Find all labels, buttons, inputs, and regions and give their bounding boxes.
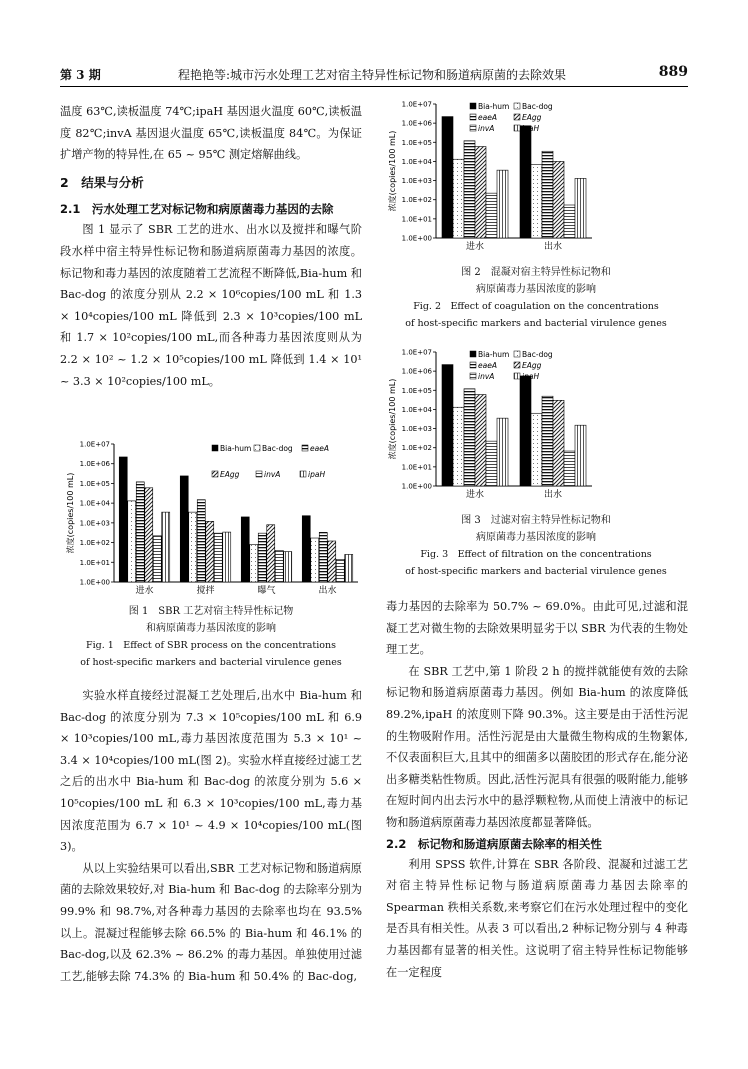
y-tick-label: 1.0E+04 — [401, 405, 432, 414]
legend-label: eaeA — [310, 444, 329, 453]
bar — [520, 376, 531, 486]
bar — [497, 170, 508, 238]
y-tick-label: 1.0E+05 — [401, 386, 432, 395]
left-column-top — [60, 101, 362, 392]
y-tick-label: 1.0E+02 — [401, 196, 432, 205]
bar — [464, 389, 475, 486]
y-tick-label: 1.0E+03 — [79, 519, 110, 528]
x-tick-label: 出水 — [543, 242, 563, 252]
y-axis-label: 浓度(copies/100 mL) — [388, 378, 397, 460]
caption-cn: 图 1 SBR 工艺对宿主特异性标记物 — [128, 606, 294, 617]
y-tick-label: 1.0E+07 — [79, 440, 110, 449]
subsection-heading: 2.1 污水处理工艺对标记物和病原菌毒力基因的去除 — [60, 202, 334, 217]
bar — [453, 159, 464, 238]
bar — [214, 533, 222, 582]
bar — [258, 533, 266, 582]
bar — [128, 501, 136, 582]
bar — [162, 512, 170, 582]
bar — [497, 418, 508, 486]
bar — [267, 525, 275, 582]
legend-swatch — [212, 471, 218, 477]
bar — [328, 541, 336, 582]
legend-swatch — [470, 362, 476, 368]
paragraph: 图 1 显示了 SBR 工艺的进水、出水以及搅拌和曝气阶段水样中宿主特异性标记物和肠道病原菌毒力基因的浓度。标记物和毒力基因的浓度随着工艺流程不断降低,Bia-hum 和 Bac-dog 的浓度分别从 2.2 × 10⁶copies/100 mL 和 1.3 × 10⁴copies/100 mL 降低到 2.3 × 10³copies/100 mL 和 1.7 × 10²copies/100 mL,而各种毒力基因浓度则从为 2.2 × 10² ~ 1.2 × 10⁵copies/100 mL 降低到 1.4 × 10¹ ~ 3.3 × 10²copies/100 mL。 — [60, 223, 362, 388]
legend-label: EAgg — [522, 361, 542, 370]
caption-cn: 病原菌毒力基因浓度的影响 — [476, 284, 596, 295]
legend-label: invA — [478, 372, 495, 381]
legend-swatch — [254, 445, 260, 451]
bar — [145, 488, 153, 582]
y-tick-label: 1.0E+05 — [79, 479, 110, 488]
paragraph: 毒力基因的去除率为 50.7% ~ 69.0%。由此可见,过滤和混凝工艺对微生物的去除效果明显劣于以 SBR 为代表的生物处理工艺。 — [386, 600, 688, 657]
right-column — [386, 596, 688, 983]
bar — [275, 550, 283, 582]
legend-label: EAgg — [522, 113, 542, 122]
bar — [284, 552, 292, 582]
legend-label: Bia-hum — [478, 102, 510, 111]
bar — [553, 400, 564, 486]
bar — [575, 178, 586, 238]
x-tick-label: 出水 — [543, 490, 563, 500]
legend-swatch — [302, 445, 308, 451]
legend-swatch — [470, 114, 476, 120]
paragraph-methods-end: 温度 63℃,读板温度 74℃;ipaH 基因退火温度 60℃,读板温度 82℃;invA 基因退火温度 65℃,读板温度 84℃。为保证扩增产物的特异性,在 65 ~ 95℃ 测定熔解曲线。 — [60, 105, 362, 162]
legend-swatch — [514, 351, 520, 357]
y-tick-label: 1.0E+02 — [79, 539, 110, 548]
bar — [119, 457, 127, 582]
subsection-heading: 2.2 标记物和肠道病原菌去除率的相关性 — [386, 836, 602, 851]
y-tick-label: 1.0E+00 — [401, 234, 432, 243]
y-tick-label: 1.0E+03 — [401, 425, 432, 434]
bar — [241, 517, 249, 582]
x-tick-label: 搅拌 — [196, 586, 215, 596]
legend-swatch — [514, 362, 520, 368]
x-tick-label: 进水 — [135, 586, 154, 596]
figure-2 — [384, 98, 684, 260]
figure-1 — [62, 436, 362, 608]
bar — [136, 482, 144, 582]
bar — [475, 395, 486, 486]
caption-en: of host-specific markers and bacterial virulence genes — [405, 318, 667, 329]
legend-swatch — [514, 103, 520, 109]
caption-cn: 图 2 混凝对宿主特异性标记物和 — [461, 267, 611, 278]
y-tick-label: 1.0E+01 — [401, 215, 432, 224]
legend-label: invA — [264, 470, 281, 479]
figure-3 — [384, 346, 684, 508]
bar — [311, 538, 319, 582]
header-rule — [60, 86, 688, 87]
y-tick-label: 1.0E+01 — [79, 558, 110, 567]
legend-label: Bac-dog — [522, 102, 553, 111]
y-axis-label: 浓度(copies/100 mL) — [388, 130, 397, 212]
y-axis-label: 浓度(copies/100 mL) — [66, 472, 75, 554]
bar — [336, 559, 344, 582]
legend-label: ipaH — [522, 124, 540, 133]
page-number: 889 — [658, 64, 688, 80]
y-tick-label: 1.0E+02 — [401, 444, 432, 453]
caption-cn: 病原菌毒力基因浓度的影响 — [476, 532, 596, 543]
bar — [180, 476, 188, 582]
legend-swatch — [514, 114, 520, 120]
issue-number: 第 3 期 — [60, 68, 101, 82]
paragraph: 从以上实验结果可以看出,SBR 工艺对标记物和肠道病原菌的去除效果较好,对 Bia-hum 和 Bac-dog 的去除率分别为 99.9% 和 98.7%,对各种毒力基因的去除率也均在 93.5% 以上。混凝过程能够去除 66.5% 的 Bia-hum 和 46.1% 的 Bac-dog,以及 62.3% ~ 86.2% 的毒力基因。单独使用过滤工艺,能够去除 74.3% 的 Bia-hum 和 50.4% 的 Bac-dog, — [60, 861, 362, 983]
left-column-bottom — [60, 685, 362, 987]
legend-swatch — [470, 351, 476, 357]
legend-label: invA — [478, 124, 495, 133]
bar — [564, 205, 575, 238]
x-tick-label: 进水 — [465, 242, 485, 252]
section-heading: 2 结果与分析 — [60, 174, 144, 190]
legend-label: EAgg — [220, 470, 240, 479]
y-tick-label: 1.0E+06 — [401, 367, 432, 376]
legend-swatch — [470, 103, 476, 109]
bar — [475, 147, 486, 238]
y-tick-label: 1.0E+06 — [79, 460, 110, 469]
figure-1-caption — [60, 603, 362, 671]
legend-label: ipaH — [522, 372, 540, 381]
paragraph: 在 SBR 工艺中,第 1 阶段 2 h 的搅拌就能使有效的去除标记物和肠道病原菌毒力基因。例如 Bia-hum 的浓度降低 89.2%,ipaH 的浓度则下降 90.3%。这主要是由于活性污泥的生物吸附作用。活性污泥是由大量微生物构成的生物絮体,不仅表面积巨大,且其中的细菌多以菌胶团的形式存在,能分泌出多糖类粘性物质。因此,活性污泥具有很强的吸附能力,能够在短时间内出去污水中的悬浮颗粒物,从而使上清液中的标记物和肠道病原菌毒力基因浓度都显著降低。 — [386, 664, 688, 829]
bar — [542, 396, 553, 486]
legend-swatch — [514, 125, 520, 131]
bar — [564, 451, 575, 486]
y-tick-label: 1.0E+07 — [401, 100, 432, 109]
caption-en: Fig. 1 Effect of SBR process on the concentrations — [86, 640, 336, 651]
x-tick-label: 曝气 — [257, 586, 276, 596]
y-tick-label: 1.0E+03 — [401, 177, 432, 186]
legend-swatch — [256, 471, 262, 477]
y-tick-label: 1.0E+04 — [401, 157, 432, 166]
caption-cn: 和病原菌毒力基因浓度的影响 — [146, 623, 276, 634]
bar — [531, 413, 542, 486]
figure-2-chart — [384, 98, 684, 256]
bar — [486, 441, 497, 486]
caption-en: Fig. 3 Effect of filtration on the concentrations — [420, 549, 652, 560]
bar — [206, 521, 214, 582]
running-title: 程艳艳等:城市污水处理工艺对宿主特异性标记物和肠道病原菌的去除效果 — [178, 68, 567, 82]
y-tick-label: 1.0E+00 — [79, 578, 110, 587]
paragraph: 实验水样直接经过混凝工艺处理后,出水中 Bia-hum 和 Bac-dog 的浓度分别为 7.3 × 10⁵copies/100 mL 和 6.9 × 10³copies/100 mL,毒力基因浓度范围为 5.3 × 10¹ ~ 3.4 × 10⁴copies/100 mL(图 2)。实验水样直接经过滤工艺之后的出水中 Bia-hum 和 Bac-dog 的浓度分别为 5.6 × 10⁵copies/100 mL 和 6.3 × 10³copies/100 mL,毒力基因浓度范围为 6.7 × 10¹ ~ 4.9 × 10⁴copies/100 mL(图 3)。 — [60, 689, 362, 854]
bar — [531, 165, 542, 238]
y-tick-label: 1.0E+01 — [401, 463, 432, 472]
bar — [302, 516, 310, 582]
paragraph: 利用 SPSS 软件,计算在 SBR 各阶段、混凝和过滤工艺对宿主特异性标记物与肠道病原菌毒力基因去除率的 Spearman 秩相关系数,来考察它们在污水处理过程中的变化是否具有相关性。从表 3 可以看出,2 种标记物分别与 4 种毒力基因都有显著的相关性。这说明了宿主特异性标记物能够在一定程度 — [386, 857, 688, 979]
y-tick-label: 1.0E+06 — [401, 119, 432, 128]
legend-swatch — [300, 471, 306, 477]
bar — [575, 425, 586, 486]
bar — [189, 512, 197, 582]
x-tick-label: 出水 — [318, 586, 337, 596]
bar — [345, 554, 353, 582]
caption-en: of host-specific markers and bacterial virulence genes — [80, 657, 342, 668]
bar — [553, 161, 564, 238]
legend-label: eaeA — [478, 113, 497, 122]
legend-swatch — [514, 373, 520, 379]
bar — [153, 536, 161, 582]
bar — [250, 544, 258, 582]
legend-label: Bia-hum — [220, 444, 252, 453]
bar — [442, 365, 453, 486]
bar — [464, 141, 475, 238]
legend-swatch — [212, 445, 218, 451]
bar — [520, 126, 531, 238]
bar — [319, 532, 327, 582]
caption-en: Fig. 2 Effect of coagulation on the concentrations — [413, 301, 659, 312]
bar — [542, 151, 553, 238]
bar — [453, 407, 464, 486]
figure-3-caption — [384, 512, 688, 580]
y-tick-label: 1.0E+00 — [401, 482, 432, 491]
running-header — [60, 64, 688, 84]
figure-3-chart — [384, 346, 684, 504]
legend-label: Bia-hum — [478, 350, 510, 359]
legend-swatch — [470, 125, 476, 131]
y-tick-label: 1.0E+04 — [79, 499, 110, 508]
legend-swatch — [470, 373, 476, 379]
figure-1-chart — [62, 436, 362, 604]
caption-cn: 图 3 过滤对宿主特异性标记物和 — [461, 515, 611, 526]
caption-en: of host-specific markers and bacterial virulence genes — [405, 566, 667, 577]
legend-label: eaeA — [478, 361, 497, 370]
bar — [486, 193, 497, 238]
figure-2-caption — [384, 264, 688, 332]
bar — [197, 500, 205, 582]
y-tick-label: 1.0E+07 — [401, 348, 432, 357]
x-tick-label: 进水 — [465, 490, 485, 500]
bar — [442, 117, 453, 238]
legend-label: ipaH — [308, 470, 326, 479]
legend-label: Bac-dog — [262, 444, 293, 453]
y-tick-label: 1.0E+05 — [401, 138, 432, 147]
legend-label: Bac-dog — [522, 350, 553, 359]
bar — [223, 532, 231, 582]
